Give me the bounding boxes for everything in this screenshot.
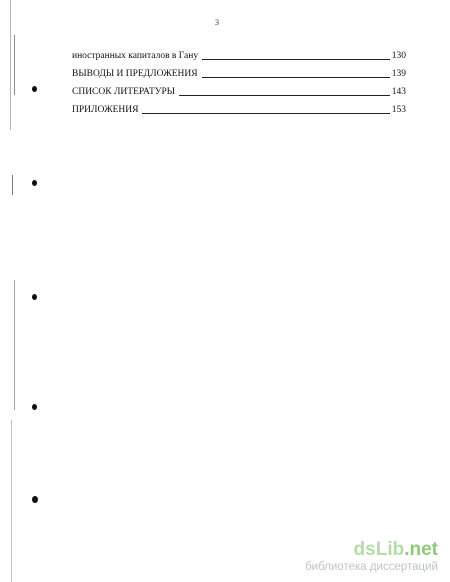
toc-entry: [72, 98, 406, 116]
toc-entry: [72, 80, 406, 98]
punch-hole-mark: [32, 404, 37, 410]
toc-leader-line: [202, 76, 390, 78]
margin-line: [11, 420, 12, 582]
punch-hole-mark: [32, 86, 37, 92]
dslib-watermark: [305, 540, 438, 574]
toc-entry-title: ПРИЛОЖЕНИЯ: [72, 105, 139, 115]
toc-entry-page: 143: [391, 87, 406, 97]
margin-line: [14, 35, 15, 95]
watermark-tagline: библиотека диссертаций: [305, 561, 438, 573]
punch-hole-mark: [32, 180, 37, 186]
toc-entry: [72, 44, 406, 62]
toc-entry-title: ВЫВОДЫ И ПРЕДЛОЖЕНИЯ: [72, 69, 198, 79]
watermark-logo-main: dsLib: [353, 539, 405, 560]
margin-line: [14, 280, 15, 410]
toc-entry-page: 130: [391, 51, 406, 61]
page-number: 3: [215, 18, 219, 27]
toc-entry-title: иностранных капиталов в Гану: [72, 51, 199, 61]
toc-entry: [72, 62, 406, 80]
watermark-logo-accent: .net: [404, 539, 438, 560]
margin-line: [10, 0, 11, 130]
punch-hole-mark: [32, 496, 38, 503]
toc-entry-title: СПИСОК ЛИТЕРАТУРЫ: [72, 87, 176, 97]
toc-entry-page: 153: [391, 105, 406, 115]
table-of-contents: [72, 44, 406, 116]
toc-leader-line: [179, 94, 390, 96]
toc-leader-line: [202, 58, 390, 60]
watermark-logo: [305, 540, 438, 560]
toc-leader-line: [142, 112, 389, 114]
punch-hole-mark: [32, 294, 37, 300]
toc-entry-page: 139: [391, 69, 406, 79]
margin-line: [12, 175, 13, 195]
